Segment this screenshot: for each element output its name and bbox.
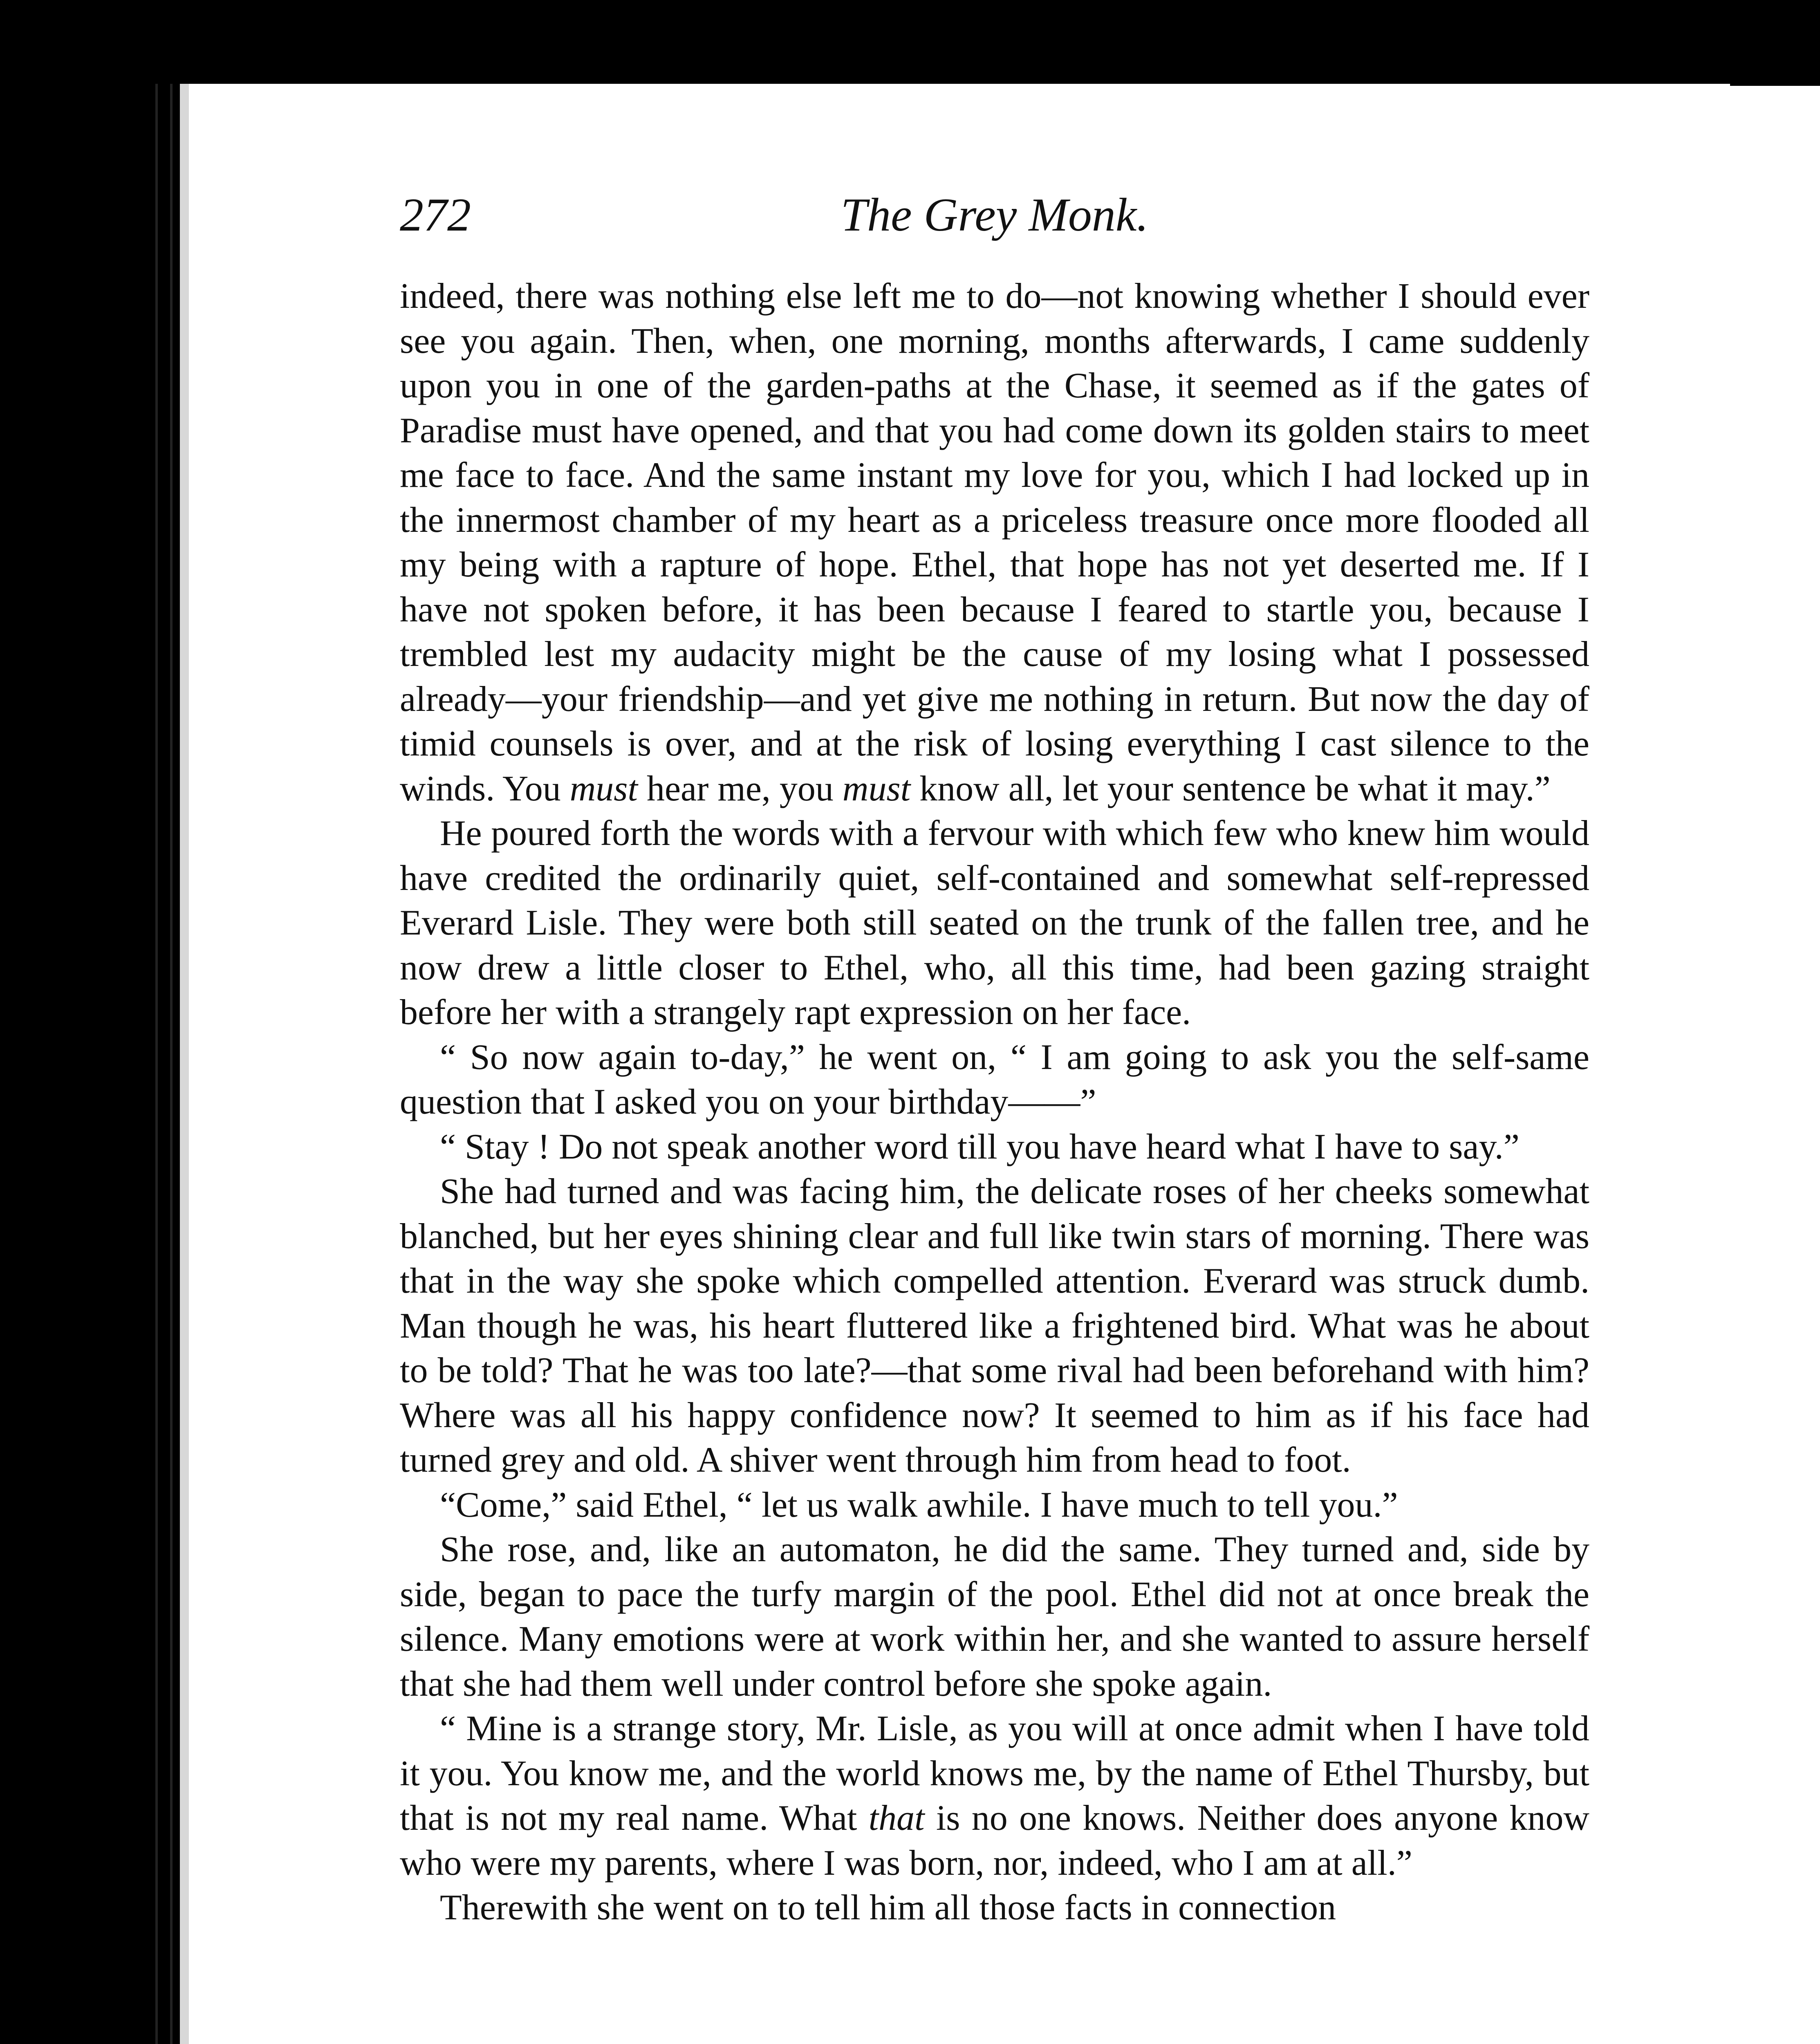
paragraph: Therewith she went on to tell him all those facts in connection: [440, 1888, 1336, 1927]
body-text: [400, 274, 1589, 1930]
gutter-line: [170, 84, 173, 2044]
running-title: The Grey Monk.: [841, 189, 1149, 241]
page-number: 272: [400, 189, 471, 241]
paragraph: “ Mine is a strange story, Mr. Lisle, as you will at once admit when I have told it you. You know me, and the world knows me, by the name of Ethel Thursby, but that is not my real name. What that is no one knows. Neither does anyone know who were my parents, where I was born, nor, indeed, who I am at all.”: [400, 1709, 1589, 1883]
page-header: [400, 188, 1589, 270]
gutter-line: [155, 84, 158, 2044]
paragraph: “ So now again to-day,” he went on, “ I am going to ask you the self-same question that I asked you on your birthday——”: [400, 1037, 1589, 1122]
paragraph: She rose, and, like an automaton, he did the same. They turned and, side by side, began to pace the turfy margin of the pool. Ethel did not at once break the silence. Many emotions were at work within her, and she wanted to assure herself that she had them well under control before she spoke again.: [400, 1530, 1589, 1704]
paragraph: indeed, there was nothing else left me to do—not knowing whether I should ever see you again. Then, when, one morning, months afterwards, I came suddenly upon you in one of the garden-paths at the Chase, it seemed as if the gates of Paradise must have opened, and that you had come down its golden stairs to meet me face to face. And the same instant my love for you, which I had locked up in the innermost chamber of my heart as a priceless treasure once more flooded all my being with a rapture of hope. Ethel, that hope has not yet deserted me. If I have not spoken before, it has been because I feared to startle you, because I trembled lest my audacity might be the cause of my losing what I possessed already—your friendship—and yet give me nothing in return. But now the day of timid counsels is over, and at the risk of losing everything I cast silence to the winds. You must hear me, you must know all, let your sentence be what it may.”: [400, 276, 1589, 809]
paragraph: He poured forth the words with a fervour with which few who knew him would have credited the ordinarily quiet, self-contained and somewhat self-repressed Everard Lisle. They were both still seated on the trunk of the fallen tree, and he now drew a little closer to Ethel, who, all this time, had been gazing straight before her with a strangely rapt expression on her face.: [400, 814, 1589, 1032]
facing-page-edge: [1724, 86, 1820, 2044]
paragraph: “Come,” said Ethel, “ let us walk awhile. I have much to tell you.”: [440, 1485, 1398, 1525]
paragraph: “ Stay ! Do not speak another word till you have heard what I have to say.”: [440, 1127, 1520, 1167]
paragraph: She had turned and was facing him, the delicate roses of her cheeks somewhat blanched, but her eyes shining clear and full like twin stars of morning. There was that in the way she spoke which compelled attention. Everard was struck dumb. Man though he was, his heart fluttered like a frightened bird. What was he about to be told? That he was too late?—that some rival had been beforehand with him? Where was all his happy confidence now? It seemed to him as if his face had turned grey and old. A shiver went through him from head to foot.: [400, 1172, 1589, 1480]
